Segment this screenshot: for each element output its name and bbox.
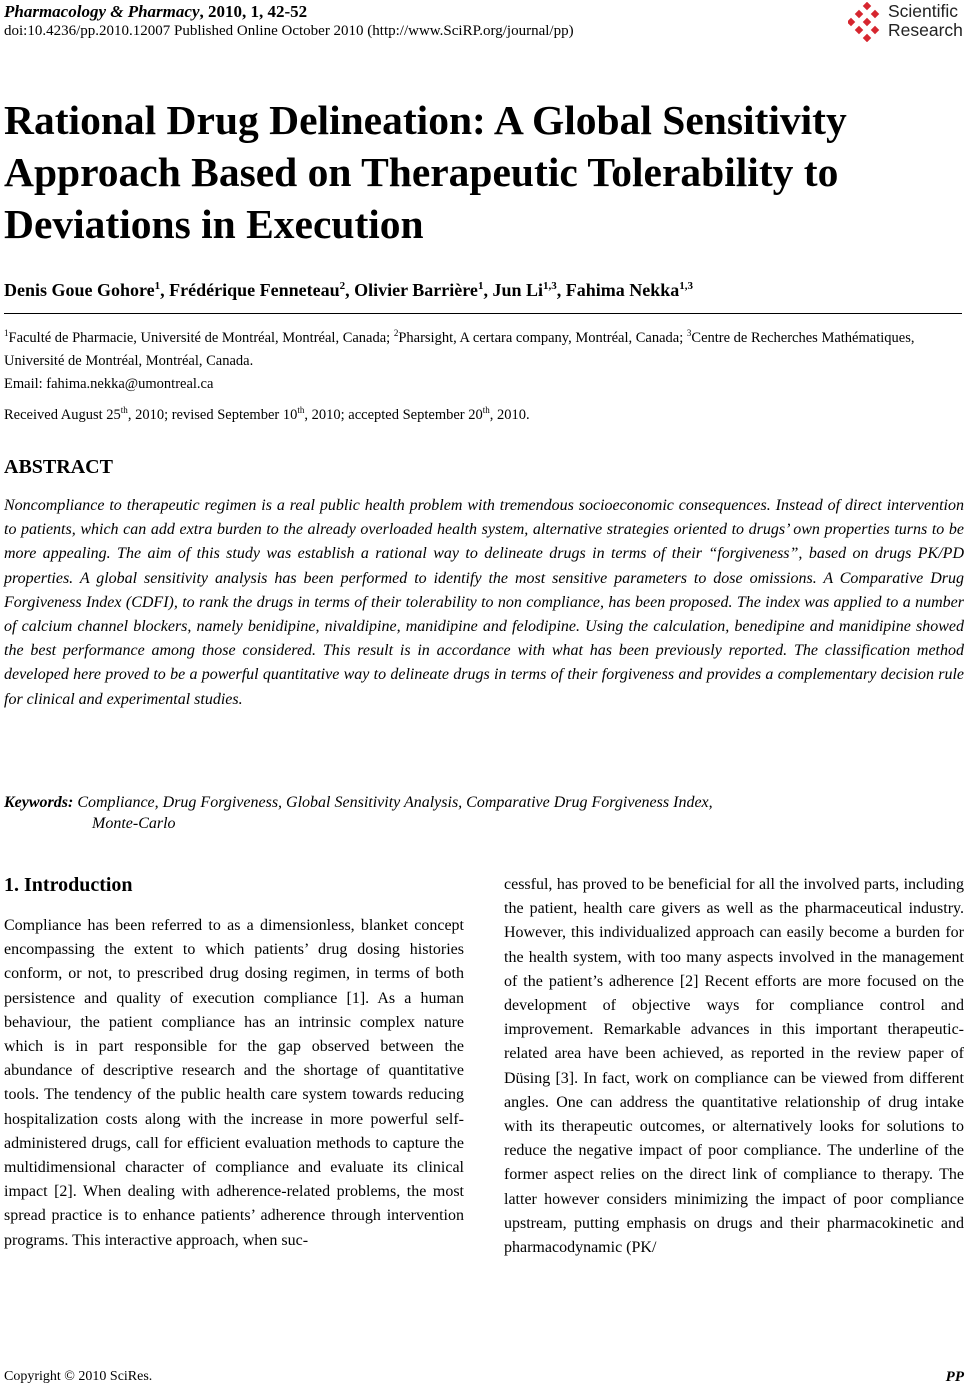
logo-line2: Research [888,20,963,40]
date-suffix: th [297,405,305,415]
body-column-right: cessful, has proved to be beneficial for all the involved parts, including the patient, health care givers as well as the pharmaceutical industry. However, this individualized approach can easily become a burden for the health system, with too many aspects involved in the management of the patient’s adherence [2] Recent efforts are more focused on the development of objective ways for compliance control and improvement. Remarkable advances in this important therapeutic-related area have been achieved, as reported in the review paper of Düsing [3]. In fact, work on compliance can be viewed from different angles. One can address the quantitative relationship of drug intake with its therapeutic outcomes, or alternatively looks for solutions to reduce the negative impact of poor compliance. The underline of the former aspect relies on the direct link of compliance to therapy. The latter however considers minimizing the impact of poor compliance upstream, putting emphasis on drugs and their pharmacokinetic and pharmacodynamic (PK/ [504,876,964,1257]
author-affiliation: 1,3 [679,280,693,292]
author-name: Frédérique Fenneteau [169,280,340,300]
logo-line1: Scientific [888,1,959,21]
journal-name: Pharmacology & Pharmacy [4,2,200,21]
footer-copyright: Copyright © 2010 SciRes. [4,1369,153,1384]
affiliation-3: Centre de Recherches Mathématiques, Université de Montréal, Montréal, Canada. [4,329,915,369]
publisher-logo [848,0,968,46]
author-separator: , [345,280,355,300]
logo-mark-icon [848,2,886,42]
keywords-list: Compliance, Drug Forgiveness, Global Sensitivity Analysis, Comparative Drug Forgiveness Index, [77,794,713,811]
author-affiliation: 2 [339,280,346,292]
date-accepted: , 2010; accepted September 20 [304,406,483,423]
volume-pages: , 2010, 1, 42-52 [199,2,308,21]
date-suffix: th [120,405,128,415]
affiliation-1: Faculté de Pharmacie, Université de Montréal, Montréal, Canada; [8,329,394,346]
date-suffix: th [482,405,490,415]
author-separator: , [160,280,170,300]
author-name: Denis Goue Gohore [4,280,155,300]
paper-title: Rational Drug Delineation: A Global Sensitivity Approach Based on Therapeutic Tolerability to Deviations in Execution [4,97,847,247]
affiliation-2: Pharsight, A certara company, Montréal, Canada; [398,329,687,346]
affiliation-marker: 1 [4,328,9,338]
author-list [4,280,693,301]
abstract-heading: ABSTRACT [4,456,113,478]
abstract-text: Noncompliance to therapeutic regimen is a real public health problem with tremendous socioeconomic consequences. Instead of direct intervention to patients, which can add extra burden to the already overloaded health system, alternative strategies oriented to drugs’ own properties turns to be more appealing. The aim of this study was establish a rational way to delineate drugs in terms of their “forgiveness”, based on drugs PK/PD properties. A global sensitivity analysis has been performed to identify the most sensitive parameters to dose omissions. A Comparative Drug Forgiveness Index (CDFI), to rank the drugs in terms of their tolerability to non compliance, has been proposed. The index was applied to a number of calcium channel blockers, namely benidipine, nivaldipine, manidipine and felodipine. Using the calculation, benedipine and manidipine showed the best performance among those considered. This result is in accordance with what has been previously reported. The classification method developed here proved to be a powerful quantitative way to delineate drugs in terms of their forgiveness and provides a complementary decision rule for clinical and experimental studies. [4,497,964,708]
author-name: Olivier Barrière [354,280,478,300]
footer-journal-abbr: PP [945,1369,964,1385]
author-email[interactable]: Email: fahima.nekka@umontreal.ca [4,375,214,392]
publication-dates [4,405,530,424]
body-column-left: Compliance has been referred to as a dimensionless, blanket concept encompassing the extent to which patients’ drug dosing histories conform, or not, to prescribed drug dosing regimen, in terms of both persistence and quality of execution compliance [1]. As a human behaviour, the patient compliance has an intrinsic complex nature which is in part responsible for the gap observed between the abundance of descriptive research and the shortage of quantitative tools. The tendency of the public health care system towards reducing hospitalization costs along with the increase in more powerful self-administered drugs, call for efficient evaluation methods to capture the multidimensional character of compliance and evaluate its clinical impact [2]. When dealing with adherence-related problems, the most spread practice is to enhance patients’ adherence through intervention programs. This interactive approach, when suc- [4,917,464,1249]
keywords [4,791,964,815]
affiliations [4,322,962,396]
affiliation-marker: 3 [686,328,692,338]
header-divider [4,313,962,314]
author-name: Jun Li [492,280,543,300]
author-affiliation: 1 [477,280,484,292]
affiliation-marker: 2 [393,328,399,338]
doi-line: doi:10.4236/pp.2010.12007 Published Online October 2010 (http://www.SciRP.org/journal/pp) [4,23,574,39]
author-name: Fahima Nekka [565,280,680,300]
author-separator: , [556,280,566,300]
author-affiliation: 1,3 [542,280,557,292]
journal-header [4,2,307,22]
date-received: Received August 25 [4,406,121,423]
author-separator: , [483,280,493,300]
author-affiliation: 1 [154,280,161,292]
date-end: , 2010. [489,406,530,423]
section-heading: 1. Introduction [4,874,133,896]
keywords-label: Keywords: [4,794,74,811]
keywords-continued: Monte-Carlo [92,815,176,832]
logo-text [888,2,963,40]
date-revised: , 2010; revised September 10 [127,406,298,423]
